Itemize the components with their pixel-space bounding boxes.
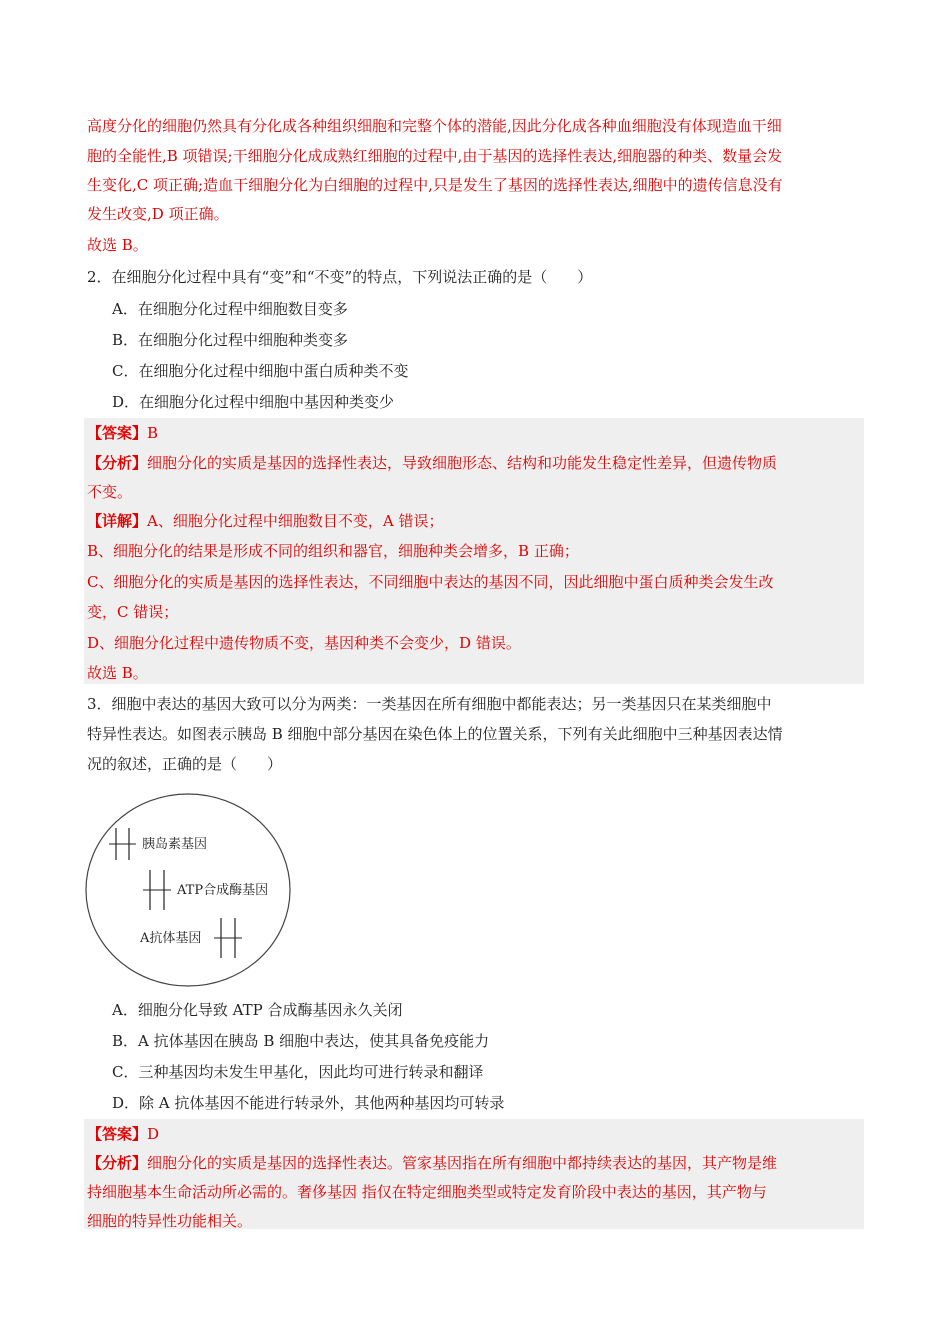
question-2-stem: 2．在细胞分化过程中具有“变”和“不变”的特点，下列说法正确的是（ ） [87, 268, 593, 286]
analysis-tag: 【分析】 [87, 454, 148, 472]
q2-option-c: C．在细胞分化过程中细胞中蛋白质种类不变 [112, 362, 409, 380]
q2-option-a: A．在细胞分化过程中细胞数目变多 [112, 300, 348, 318]
analysis-tag: 【分析】 [87, 1154, 148, 1172]
q3-option-c: C．三种基因均未发生甲基化，因此均可进行转录和翻译 [112, 1063, 484, 1081]
explanation-line: 高度分化的细胞仍然具有分化成各种组织细胞和完整个体的潜能,因此分化成各种血细胞没有体现造血干细 [87, 117, 782, 135]
q2-analysis-line: 不变。 [87, 483, 133, 501]
q3-option-b: B．A 抗体基因在胰岛 B 细胞中表达，使其具备免疫能力 [112, 1032, 490, 1050]
detail-text: A、细胞分化过程中细胞数目不变，A 错误； [147, 512, 444, 530]
detail-tag: 【详解】 [87, 512, 148, 530]
conclusion-line: 故选 B。 [87, 236, 148, 254]
analysis-text: 细胞分化的实质是基因的选择性表达。管家基因指在所有细胞中都持续表达的基因，其产物是维 [147, 1154, 778, 1172]
explanation-line: 发生改变,D 项正确。 [87, 205, 229, 223]
q3-option-a: A．细胞分化导致 ATP 合成酶基因永久关闭 [112, 1001, 403, 1019]
q2-detail-line [87, 506, 443, 536]
question-3-stem: 3．细胞中表达的基因大致可以分为两类：一类基因在所有细胞中都能表达；另一类基因只在某类细胞中 [87, 695, 772, 713]
q2-detail-line: C、细胞分化的实质是基因的选择性表达，不同细胞中表达的基因不同，因此细胞中蛋白质种类会发生改 [87, 573, 774, 591]
label-atp-gene: ATP合成酶基因 [177, 883, 269, 898]
q2-detail-line: D、细胞分化过程中遗传物质不变，基因种类不会变少，D 错误。 [87, 634, 521, 652]
answer-tag: 【答案】 [87, 1125, 148, 1143]
q2-analysis-line [87, 448, 777, 478]
q3-answer-line [87, 1119, 159, 1149]
chromosome-gene-figure [84, 790, 294, 990]
q2-answer-line [87, 418, 158, 448]
answer-value: B [147, 424, 159, 442]
q2-conclusion: 故选 B。 [87, 664, 148, 682]
q3-option-d: D．除 A 抗体基因不能进行转录外，其他两种基因均可转录 [112, 1094, 505, 1112]
q2-option-b: B．在细胞分化过程中细胞种类变多 [112, 331, 349, 349]
explanation-line: 胞的全能性,B 项错误;干细胞分化成成熟红细胞的过程中,由于基因的选择性表达,细胞器的种类、数量会发 [87, 147, 783, 165]
label-insulin-gene: 胰岛素基因 [142, 837, 208, 852]
q3-analysis-line [87, 1148, 777, 1178]
label-antibody-gene: A抗体基因 [140, 931, 202, 946]
q3-analysis-line: 细胞的特异性功能相关。 [87, 1212, 253, 1230]
q2-detail-line: 变，C 错误； [87, 603, 179, 621]
q3-analysis-line: 持细胞基本生命活动所必需的。奢侈基因 指仅在特定细胞类型或特定发育阶段中表达的基因，其产物与 [87, 1183, 767, 1201]
analysis-text: 细胞分化的实质是基因的选择性表达，导致细胞形态、结构和功能发生稳定性差异，但遗传物质 [147, 454, 778, 472]
question-3-stem: 特异性表达。如图表示胰岛 B 细胞中部分基因在染色体上的位置关系，下列有关此细胞中三种基因表达情 [87, 725, 783, 743]
answer-value: D [147, 1125, 160, 1143]
question-3-stem: 况的叙述，正确的是（ ） [87, 755, 283, 773]
answer-tag: 【答案】 [87, 424, 148, 442]
q2-option-d: D．在细胞分化过程中细胞中基因种类变少 [112, 393, 395, 411]
explanation-line: 生变化,C 项正确;造血干细胞分化为白细胞的过程中,只是发生了基因的选择性表达,细胞中的遗传信息没有 [87, 176, 783, 194]
q2-detail-line: B、细胞分化的结果是形成不同的组织和器官，细胞种类会增多，B 正确； [87, 542, 579, 560]
